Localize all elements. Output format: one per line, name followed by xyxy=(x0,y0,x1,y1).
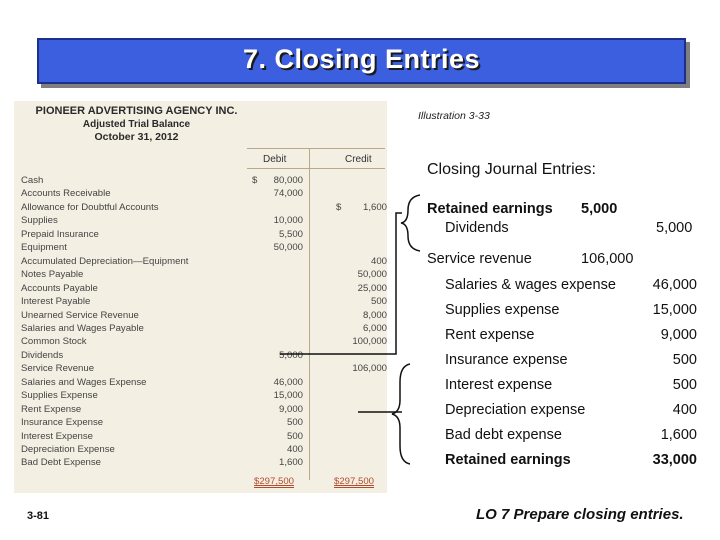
entry1-debit-amount: 5,000 xyxy=(581,201,618,217)
report-date: October 31, 2012 xyxy=(94,131,179,143)
dividends-connector xyxy=(280,213,402,354)
account-name: Unearned Service Revenue xyxy=(21,309,139,321)
account-name: Supplies xyxy=(21,215,58,227)
entry2-credit-account: Insurance expense xyxy=(445,352,568,368)
account-name: Cash xyxy=(21,175,44,186)
account-name: Bad Debt Expense xyxy=(21,457,102,469)
illustration-label: Illustration 3-33 xyxy=(418,110,490,122)
entry1-bracket xyxy=(401,195,420,251)
debit-amount: 5,500 xyxy=(278,228,303,240)
account-name: Accumulated Depreciation—Equipment xyxy=(21,255,189,267)
account-name: Prepaid Insurance xyxy=(21,228,99,240)
entry2-credit-amount: 33,000 xyxy=(652,452,697,468)
debit-amount: 500 xyxy=(286,417,303,429)
account-name: Salaries and Wages Expense xyxy=(21,376,147,388)
debit-amount: 400 xyxy=(286,444,303,455)
entry2-bracket xyxy=(392,364,410,464)
credit-amount: 500 xyxy=(370,296,387,308)
credit-amount: 6,000 xyxy=(362,322,387,334)
account-name: Salaries and Wages Payable xyxy=(21,322,144,334)
entry2-credit-account: Salaries & wages expense xyxy=(445,277,616,293)
credit-amount: 8,000 xyxy=(362,309,387,321)
account-name: Allowance for Doubtful Accounts xyxy=(21,201,159,213)
total-credit: $297,500 xyxy=(334,476,375,487)
debit-amount: 46,000 xyxy=(273,376,303,388)
entry2-credit-amount: 400 xyxy=(672,402,697,418)
entry1-debit-account: Retained earnings xyxy=(427,201,553,217)
account-name: Accounts Payable xyxy=(21,282,98,294)
entry2-credit-account: Retained earnings xyxy=(445,452,571,468)
slide-number: 3-81 xyxy=(27,510,50,522)
account-name: Rent Expense xyxy=(21,403,82,415)
account-name: Equipment xyxy=(21,242,67,254)
entry2-credit-account: Bad debt expense xyxy=(445,427,562,443)
entry2-credit-amount: 15,000 xyxy=(652,302,697,318)
account-name: Insurance Expense xyxy=(21,417,104,429)
debit-amount: 15,000 xyxy=(273,390,303,402)
account-name: Dividends xyxy=(21,349,64,361)
credit-header: Credit xyxy=(345,154,372,165)
account-name: Interest Expense xyxy=(21,430,93,442)
credit-amount: 25,000 xyxy=(357,282,387,294)
debit-amount: 74,000 xyxy=(273,188,303,200)
entry2-credit-amount: 1,600 xyxy=(660,427,697,443)
debit-amount: 9,000 xyxy=(278,403,303,415)
account-name: Accounts Receivable xyxy=(21,188,111,200)
debit-header: Debit xyxy=(263,154,287,165)
credit-amount: 1,600 xyxy=(362,201,387,213)
credit-amount: 100,000 xyxy=(352,336,387,348)
entry1-credit-amount: 5,000 xyxy=(656,220,693,236)
entry2-credit-amount: 46,000 xyxy=(652,277,697,293)
entry2-credit-account: Supplies expense xyxy=(445,302,560,318)
entry2-credit-account: Rent expense xyxy=(445,327,535,343)
account-name: Service Revenue xyxy=(21,363,95,375)
entry2-credit-account: Depreciation expense xyxy=(445,402,586,418)
debit-amount: 1,600 xyxy=(278,457,303,469)
slide-title: 7. Closing Entries xyxy=(242,44,481,74)
debit-amount: 10,000 xyxy=(273,215,303,227)
credit-amount: 400 xyxy=(370,255,387,267)
learning-objective: LO 7 Prepare closing entries. xyxy=(476,506,684,523)
debit-amount: 50,000 xyxy=(273,242,303,254)
account-name: Supplies Expense xyxy=(21,390,98,402)
credit-dollar-sign: $ xyxy=(336,202,342,213)
debit-amount: 80,000 xyxy=(273,175,303,186)
credit-amount: 50,000 xyxy=(357,269,387,281)
credit-amount: 106,000 xyxy=(352,363,387,375)
debit-dollar-sign: $ xyxy=(252,175,258,186)
report-name: Adjusted Trial Balance xyxy=(82,119,191,130)
account-name: Common Stock xyxy=(21,336,87,348)
account-name: Notes Payable xyxy=(21,269,84,281)
debit-amount: 5,000 xyxy=(278,349,303,361)
entry2-credit-amount: 500 xyxy=(672,352,697,368)
company-name: PIONEER ADVERTISING AGENCY INC. xyxy=(35,105,238,117)
entry2-credit-amount: 9,000 xyxy=(660,327,697,343)
total-debit: $297,500 xyxy=(254,476,295,487)
entry1-credit-account: Dividends xyxy=(445,220,509,236)
entry2-credit-account: Interest expense xyxy=(445,377,553,393)
account-name: Depreciation Expense xyxy=(21,444,115,455)
debit-amount: 500 xyxy=(286,430,303,442)
entry2-debit-amount: 106,000 xyxy=(581,251,634,267)
account-name: Interest Payable xyxy=(21,296,91,308)
entry2-credit-amount: 500 xyxy=(672,377,697,393)
journal-heading: Closing Journal Entries: xyxy=(427,161,596,178)
entry2-debit-account: Service revenue xyxy=(427,251,532,267)
